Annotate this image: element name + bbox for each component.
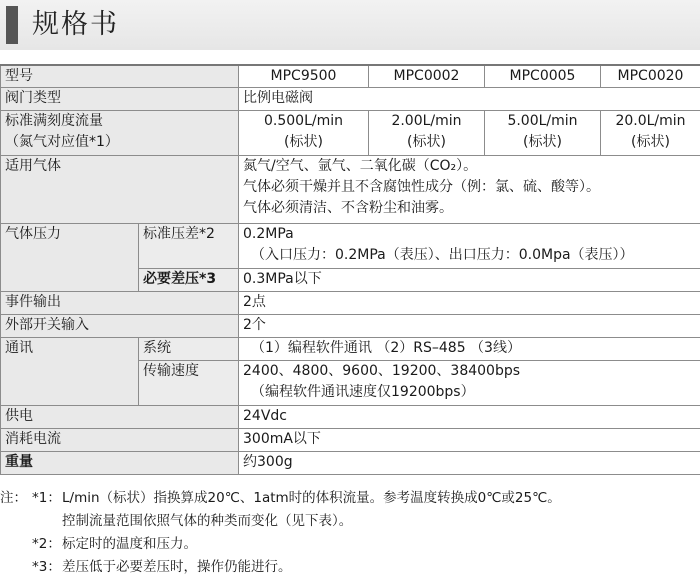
required-diff-pressure-label: 必要差压*3 <box>139 269 239 292</box>
flow-value: 0.500L/min <box>264 113 343 129</box>
footnote-text: L/min（标状）指换算成20℃、1atm时的体积流量。参考温度转换成0℃或25℃。 <box>62 490 561 506</box>
model-value: MPC0020 <box>601 65 700 88</box>
table-row <box>1 452 700 475</box>
power-label: 供电 <box>1 406 239 429</box>
std-pressure-line: 0.2MPa <box>243 226 294 242</box>
flow-unit: (标状) <box>407 134 446 150</box>
full-scale-value <box>369 111 485 156</box>
flow-value: 2.00L/min <box>391 113 462 129</box>
gas-line: 氮气/空气、氩气、二氧化碳（CO₂）。 <box>243 158 478 174</box>
footnote-prefix: 注： <box>0 490 27 506</box>
table-row <box>1 315 700 338</box>
comm-speed-value <box>239 361 700 406</box>
table-row <box>1 406 700 429</box>
current-label: 消耗电流 <box>1 429 239 452</box>
speed-line: 2400、4800、9600、19200、38400bps <box>243 363 521 379</box>
current-value: 300mA以下 <box>239 429 700 452</box>
pressure-label: 气体压力 <box>1 224 139 292</box>
table-row <box>1 65 700 88</box>
full-scale-label-line1: 标准满刻度流量 <box>5 113 103 129</box>
external-input-label: 外部开关输入 <box>1 315 239 338</box>
gas-line: 气体必须干燥并且不含腐蚀性成分（例：氯、硫、酸等）。 <box>243 179 600 195</box>
footnote-text: 控制流量范围依照气体的种类而变化（见下表）。 <box>62 513 353 529</box>
table-row <box>1 88 700 111</box>
table-row <box>1 292 700 315</box>
model-value: MPC0002 <box>369 65 485 88</box>
footnote-mark: *2： <box>32 536 61 552</box>
gas-line: 气体必须清洁、不含粉尘和油雾。 <box>243 200 453 216</box>
table-row <box>1 429 700 452</box>
flow-unit: (标状) <box>523 134 562 150</box>
table-row <box>1 338 700 361</box>
model-value: MPC0005 <box>485 65 601 88</box>
gas-value <box>239 156 700 224</box>
full-scale-value <box>601 111 700 156</box>
external-input-value: 2个 <box>239 315 700 338</box>
event-output-value: 2点 <box>239 292 700 315</box>
page-title: 规格书 <box>32 9 119 40</box>
model-label: 型号 <box>1 65 239 88</box>
full-scale-value <box>485 111 601 156</box>
footnote-1-cont <box>0 510 700 533</box>
footnote-1 <box>0 487 700 510</box>
spec-table <box>0 64 700 475</box>
footnote-mark: *3： <box>32 559 61 575</box>
std-pressure-line: （入口压力：0.2MPa（表压）、出口压力：0.0Mpa（表压）） <box>251 247 634 263</box>
event-output-label: 事件输出 <box>1 292 239 315</box>
table-row <box>1 224 700 269</box>
title-bar <box>0 0 700 50</box>
valve-type-value: 比例电磁阀 <box>239 88 700 111</box>
power-value: 24Vdc <box>239 406 700 429</box>
footnotes <box>0 487 700 579</box>
model-value: MPC9500 <box>239 65 369 88</box>
valve-type-label: 阀门类型 <box>1 88 239 111</box>
footnote-mark: *1： <box>32 490 61 506</box>
title-accent-bar <box>6 6 18 44</box>
flow-unit: (标状) <box>284 134 323 150</box>
full-scale-label-line2: （氮气对应值*1） <box>5 134 119 150</box>
table-row <box>1 111 700 156</box>
std-diff-pressure-value <box>239 224 700 269</box>
full-scale-flow-label <box>1 111 239 156</box>
footnote-2 <box>0 533 700 556</box>
footnote-text: 标定时的温度和压力。 <box>62 536 197 552</box>
gas-label: 适用气体 <box>1 156 239 224</box>
flow-unit: (标状) <box>631 134 670 150</box>
std-diff-pressure-label: 标准压差*2 <box>139 224 239 269</box>
required-diff-pressure-value: 0.3MPa以下 <box>239 269 700 292</box>
comm-system-label: 系统 <box>139 338 239 361</box>
comm-system-value <box>239 338 700 361</box>
comm-system-text: （1）编程软件通讯 （2）RS–485 （3线） <box>251 340 521 356</box>
table-row <box>1 156 700 224</box>
flow-value: 5.00L/min <box>507 113 578 129</box>
speed-line: （编程软件通讯速度仅19200bps） <box>251 384 475 400</box>
full-scale-value <box>239 111 369 156</box>
flow-value: 20.0L/min <box>615 113 686 129</box>
weight-value: 约300g <box>239 452 700 475</box>
footnote-text: 差压低于必要差压时，操作仍能进行。 <box>62 559 292 575</box>
comm-speed-label: 传输速度 <box>139 361 239 406</box>
weight-label: 重量 <box>1 452 239 475</box>
comm-label: 通讯 <box>1 338 139 406</box>
footnote-3 <box>0 556 700 579</box>
